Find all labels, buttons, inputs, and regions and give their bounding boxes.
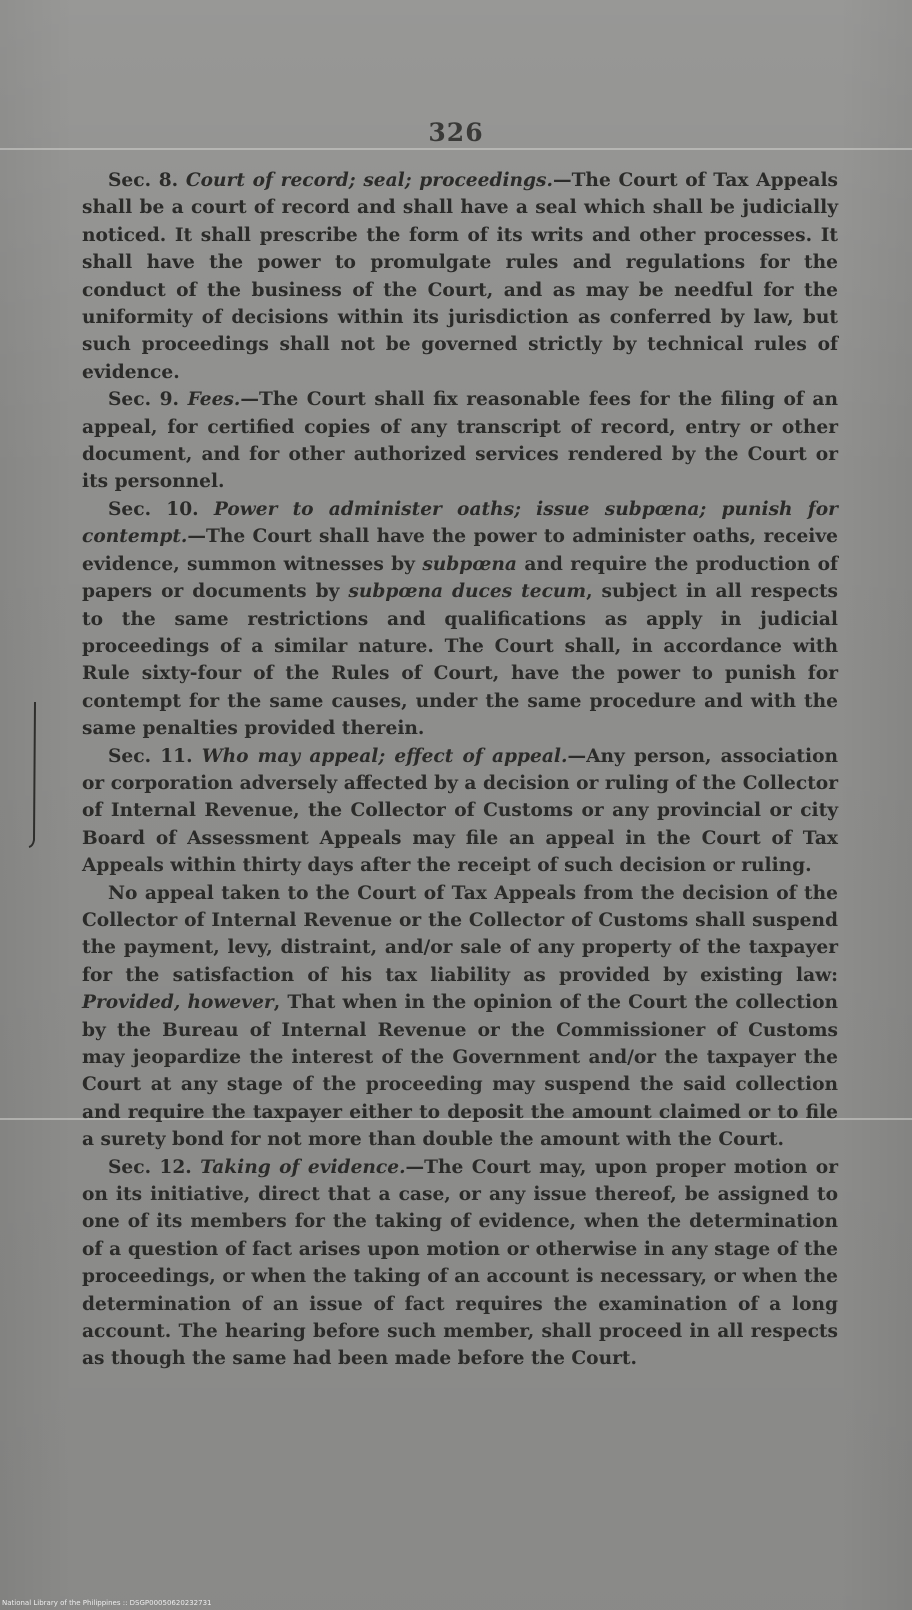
section-prefix: Sec. 12. [108, 1156, 192, 1178]
section-11-paragraph-2 [82, 880, 838, 1154]
italic-term: subpœna duces tecum [348, 581, 587, 603]
section-body: —Any person, association or corporation adversely affected by a decision or ruling of the Collector of Internal Revenue, the Collector of Customs or any provincial or city Board of Assessment Appeals may file an appeal in the Court of Tax Appeals within thirty days after the receipt of such decision or ruling. [82, 745, 838, 877]
section-heading: Power to administer oaths; issue subpœna; punish for contempt. [82, 498, 838, 548]
italic-term: Provided, however [82, 992, 274, 1014]
section-11 [82, 743, 838, 880]
section-prefix: Sec. 11. [108, 745, 193, 767]
section-heading: Fees. [187, 389, 241, 411]
statute-text [82, 167, 838, 1373]
section-body: No appeal taken to the Court of Tax Appeals from the decision of the Collector of Internal Revenue or the Collector of Customs shall suspend the payment, levy, distraint, and/or sale of any property of the taxpayer for the satisfaction of his tax liability as provided by existing law: [82, 882, 838, 986]
section-8 [82, 167, 838, 386]
section-prefix: Sec. 8. [108, 170, 179, 191]
section-body: , That when in the opinion of the Court the collection by the Bureau of Internal Revenue or the Commissioner of Customs may jeopardize the interest of the Government and/or the taxpayer the Court at any stage of the proceeding may suspend the said collection and require the taxpayer either to deposit the amount claimed or to file a surety bond for not more than double the amount with the Court. [82, 992, 839, 1151]
section-prefix: Sec. 9. [108, 389, 180, 411]
section-body: and require the production of papers or documents by [82, 553, 838, 603]
page-number: 326 [428, 118, 484, 147]
margin-bracket-mark [26, 700, 40, 850]
section-body: —The Court of Tax Appeals shall be a court of record and shall have a seal which shall be judicially noticed. It shall prescribe the form of its writs and other processes. It shall have the power to promulgate rules and regulations for the conduct of the business of the Court, and as may be needful for the uniformity of decisions within its jurisdiction as conferred by law, but such proceedings shall not be governed strictly by technical rules of evidence. [82, 170, 838, 383]
section-body: —The Court shall have the power to administer oaths, receive evidence, summon witnesses by [82, 526, 838, 575]
section-heading: Court of record; seal; proceedings. [185, 170, 553, 191]
section-body: —The Court may, upon proper motion or on its initiative, direct that a case, or any issue thereof, be assigned to one of its members for the taking of evidence, when the determination of a question of fact arises upon motion or otherwise in any stage of the proceedings, or when the taking of an account is necessary, or when the determination of an issue of fact requires the examination of a long account. The hearing before such member, shall proceed in all respects as though the same had been made before the Court. [82, 1156, 838, 1370]
section-prefix: Sec. 10. [108, 498, 199, 520]
section-9 [82, 386, 838, 496]
section-heading: Who may appeal; effect of appeal. [201, 745, 568, 767]
section-heading: Taking of evidence. [200, 1156, 406, 1178]
scan-artifact-line [0, 148, 912, 150]
section-10 [82, 496, 838, 743]
section-body: , subject in all respects to the same restrictions and qualifications as apply in judicial proceedings of a similar nature. The Court shall, in accordance with Rule sixty-four of the Rules of Court, have the power to punish for contempt for the same causes, under the same procedure and with the same penalties provided therein. [82, 581, 838, 740]
archive-credit: National Library of the Philippines :: DSGP00050620232731 [2, 1599, 212, 1607]
italic-term: subpœna [422, 553, 517, 575]
section-body: —The Court shall fix reasonable fees for the filing of an appeal, for certified copies of any transcript of record, entry or other document, and for other authorized services rendered by the Court or its personnel. [82, 389, 839, 493]
section-12 [82, 1154, 838, 1373]
